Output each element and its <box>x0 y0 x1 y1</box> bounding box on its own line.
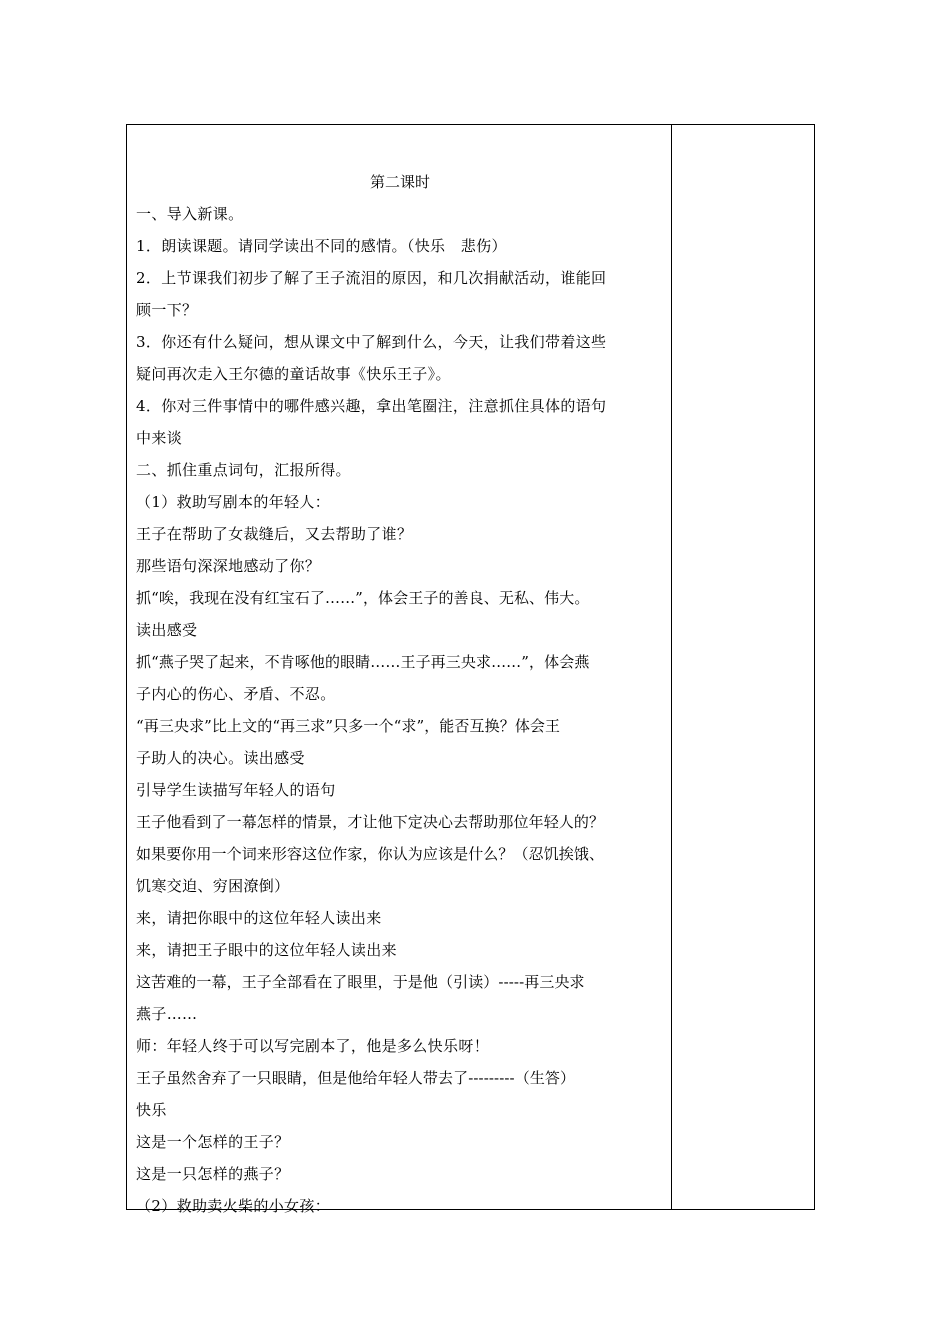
text-line: 王子在帮助了女裁缝后，又去帮助了谁？ <box>136 525 413 543</box>
text-line: 饥寒交迫、穷困潦倒） <box>136 877 290 895</box>
text-line: 师：年轻人终于可以写完剧本了，他是多么快乐呀！ <box>136 1037 490 1055</box>
text-line: 1．朗读课题。请同学读出不同的感情。（快乐 悲伤） <box>136 237 507 255</box>
text-line: 这是一个怎样的王子？ <box>136 1133 290 1151</box>
text-line: 燕子…… <box>136 1005 198 1023</box>
text-line: 来，请把王子眼中的这位年轻人读出来 <box>136 941 397 959</box>
text-line: “再三央求”比上文的“再三求”只多一个“求”，能否互换？体会王 <box>136 717 561 735</box>
text-line: 来，请把你眼中的这位年轻人读出来 <box>136 909 382 927</box>
text-line: 子助人的决心。读出感受 <box>136 749 305 767</box>
column-divider <box>671 125 672 1209</box>
text-line: 一、导入新课。 <box>136 205 244 223</box>
text-line: 读出感受 <box>136 621 198 639</box>
text-line: 2．上节课我们初步了解了王子流泪的原因，和几次捐献活动，谁能回 <box>136 269 607 287</box>
lesson-table <box>126 124 815 1215</box>
text-line: 那些语句深深地感动了你？ <box>136 557 321 575</box>
lesson-content-cell <box>136 172 664 1228</box>
lesson-title: 第二课时 <box>369 173 430 191</box>
text-line: 这苦难的一幕，王子全部看在了眼里，于是他（引读）-----再三央求 <box>136 973 585 991</box>
text-line: 子内心的伤心、矛盾、不忍。 <box>136 685 336 703</box>
text-line: 王子他看到了一幕怎样的情景，才让他下定决心去帮助那位年轻人的？ <box>136 813 605 831</box>
text-line: 引导学生读描写年轻人的语句 <box>136 781 336 799</box>
text-line: 顾一下？ <box>136 301 198 319</box>
text-line: 抓“唉，我现在没有红宝石了……”，体会王子的善良、无私、伟大。 <box>136 589 590 607</box>
text-line: 王子虽然舍弃了一只眼睛，但是他给年轻人带去了---------（生答） <box>136 1069 576 1087</box>
text-line: 这是一只怎样的燕子？ <box>136 1165 290 1183</box>
text-line: 疑问再次走入王尔德的童话故事《快乐王子》。 <box>136 365 451 383</box>
text-line: （1）救助写剧本的年轻人： <box>136 493 331 511</box>
text-line: 4．你对三件事情中的哪件感兴趣，拿出笔圈注，注意抓住具体的语句 <box>136 397 607 415</box>
text-line: 抓“燕子哭了起来，不肯啄他的眼睛……王子再三央求……”，体会燕 <box>136 653 590 671</box>
text-line: 如果要你用一个词来形容这位作家，你认为应该是什么？（忍饥挨饿、 <box>136 845 605 863</box>
text-line: 中来谈 <box>136 429 183 447</box>
text-line: （2）救助卖火柴的小女孩： <box>136 1197 331 1215</box>
text-line: 3．你还有什么疑问，想从课文中了解到什么，今天，让我们带着这些 <box>136 333 607 351</box>
text-line: 快乐 <box>136 1101 167 1119</box>
text-line: 二、抓住重点词句，汇报所得。 <box>136 461 351 479</box>
